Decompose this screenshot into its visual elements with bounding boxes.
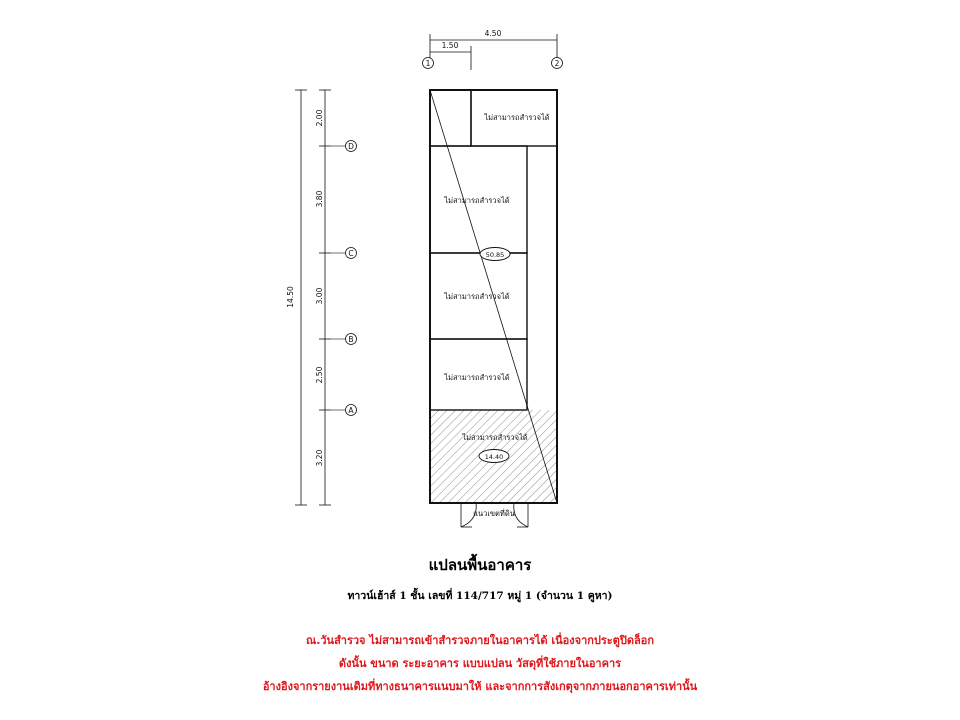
svg-text:1: 1: [425, 59, 431, 68]
svg-text:C: C: [348, 249, 354, 258]
row-axis-d: [331, 141, 357, 152]
room-1: [471, 90, 557, 146]
svg-text:14.40: 14.40: [484, 453, 504, 461]
side-dimension-total: [286, 90, 307, 505]
side-dimension-segments: [315, 90, 331, 505]
room-top-left: [430, 90, 471, 146]
top-dim-overall-label: 4.50: [484, 29, 502, 38]
svg-text:50.85: 50.85: [485, 251, 505, 259]
svg-text:A: A: [348, 406, 354, 415]
boundary-label: แนวเขตที่ดิน: [473, 509, 515, 518]
column-axis-1: [423, 58, 434, 69]
side-dim-seg-5: 3.20: [315, 449, 324, 467]
svg-text:B: B: [348, 335, 354, 344]
column-axis-2: [552, 58, 563, 69]
side-dim-total-label: 14.50: [286, 286, 295, 308]
room-1-label: ไม่สามารถสำรวจได้: [484, 113, 550, 122]
row-axis-b: [331, 334, 357, 345]
plan-title: แปลนพื้นอาคาร: [428, 556, 532, 574]
room-3-label: ไม่สามารถสำรวจได้: [444, 292, 510, 301]
row-axis-c: [331, 248, 357, 259]
area-badge-ground: [479, 450, 509, 463]
side-dim-seg-3: 3.00: [315, 287, 324, 305]
survey-note-line-3: อ้างอิงจากรายงานเดิมที่ทางธนาคารแนบมาให้ และจากการสังเกตุจากภายนอกอาคารเท่านั้น: [262, 680, 698, 693]
room-2: [430, 146, 527, 253]
room-3: [430, 253, 527, 339]
survey-note-line-1: ณ.วันสำรวจ ไม่สามารถเข้าสำรวจภายในอาคารได้ เนื่องจากประตูปิดล็อก: [306, 634, 654, 647]
room-4: [430, 339, 527, 410]
top-dimension-partial: [430, 41, 471, 70]
survey-note-line-2: ดังนั้น ขนาด ระยะอาคาร แบบแปลน วัสดุที่ใช้ภายในอาคาร: [338, 657, 622, 670]
top-dim-partial-label: 1.50: [441, 41, 459, 50]
svg-text:2: 2: [554, 59, 560, 68]
area-badge-upper: [480, 248, 510, 261]
plan-subtitle: ทาวน์เฮ้าส์ 1 ชั้น เลขที่ 114/717 หมู่ 1 (จำนวน 1 คูหา): [347, 590, 613, 602]
room-4-label: ไม่สามารถสำรวจได้: [444, 373, 510, 382]
svg-text:D: D: [348, 142, 354, 151]
row-axis-a: [331, 405, 357, 416]
side-dim-seg-4: 2.50: [315, 366, 324, 384]
room-2-label: ไม่สามารถสำรวจได้: [444, 196, 510, 205]
side-dim-seg-1: 2.00: [315, 109, 324, 127]
room-5-label: ไม่สามารถสำรวจได้: [462, 433, 528, 442]
side-dim-seg-2: 3.80: [315, 190, 324, 208]
